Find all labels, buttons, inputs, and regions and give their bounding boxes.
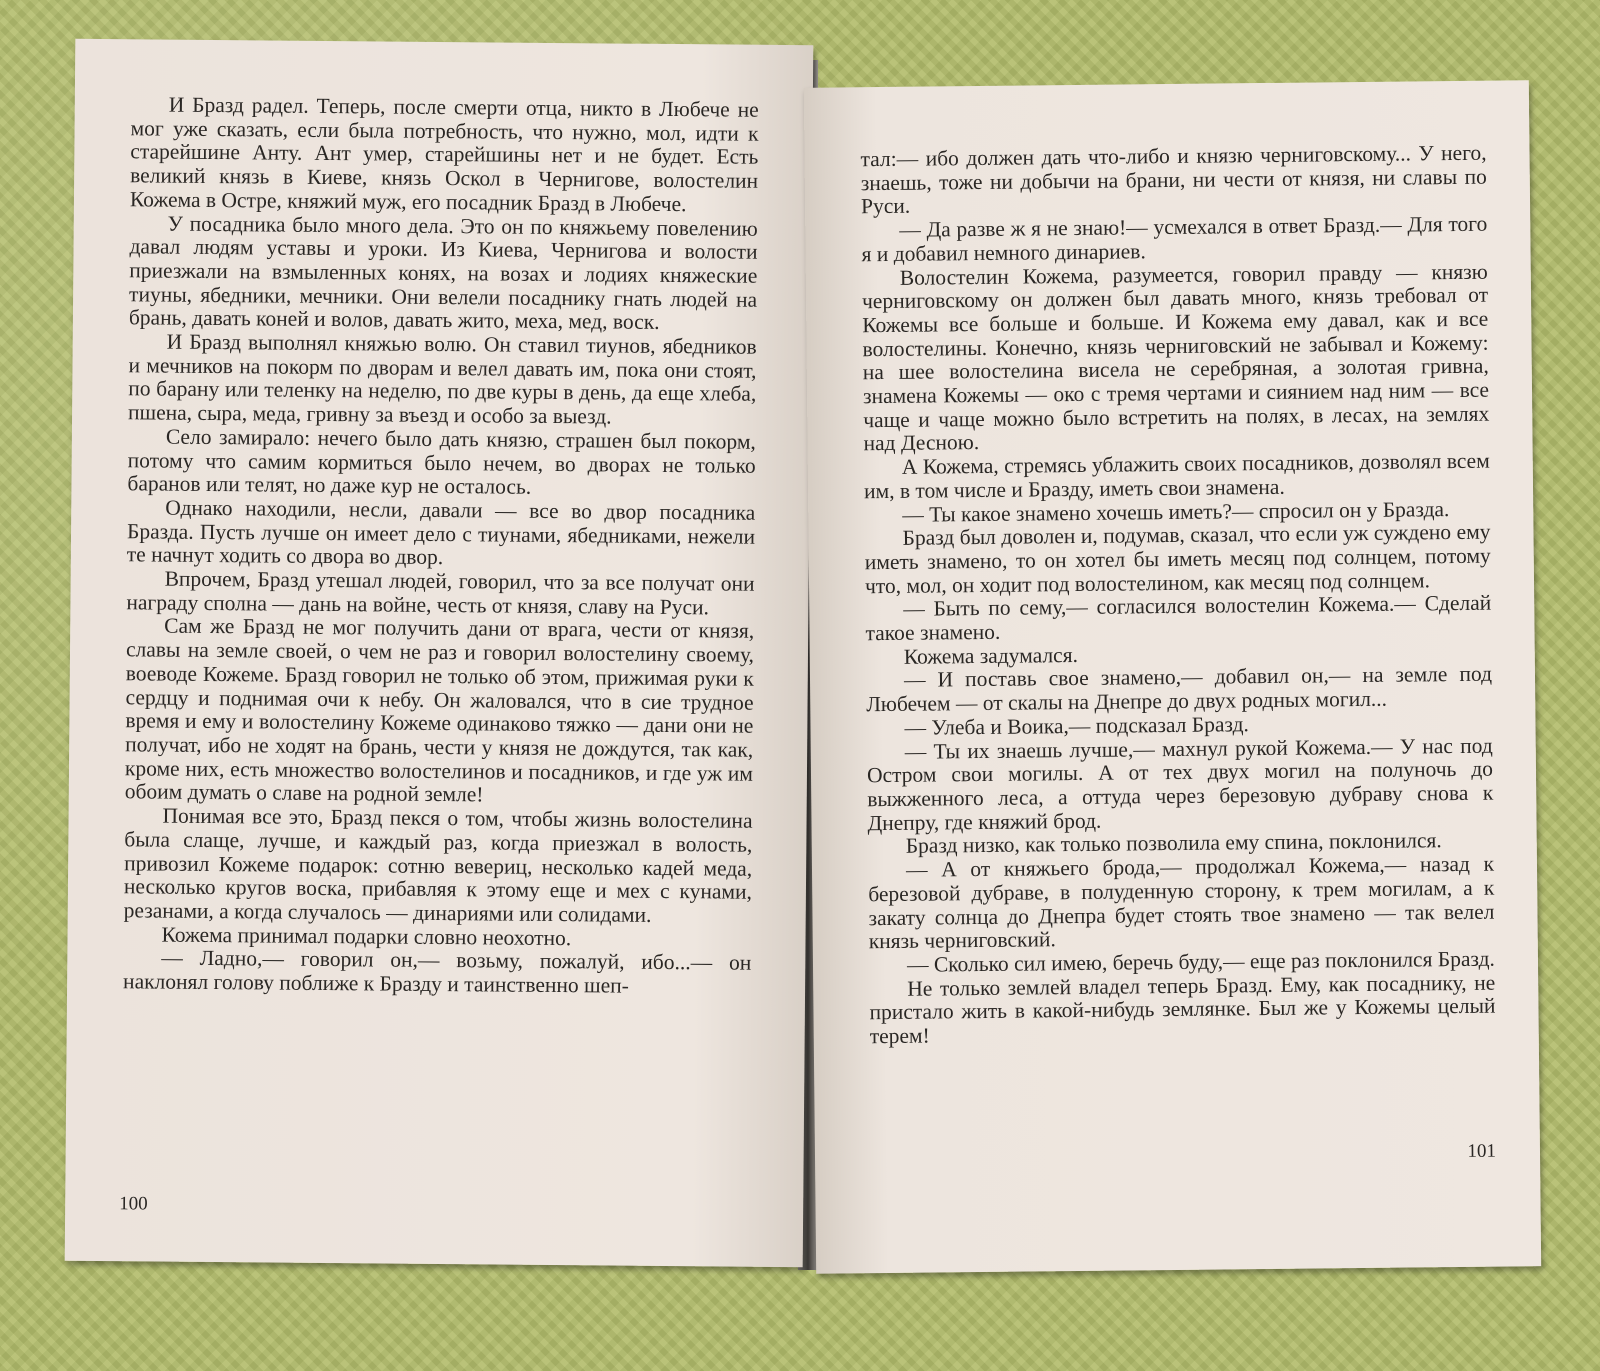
paragraph: И Бразд радел. Теперь, после смерти отца, никто в Любече не мог уже сказать, если была потребность, что нужно, мол, идти к старейшине Анту. Ант умер, старейшины нет и не будет. Есть великий князь в Киеве, князь Оскол в Чернигове, волостелин Кожема в Остре, княжий муж, его посадник Бразд в Любече. [129,92,759,216]
paragraph: Понимая все это, Бразд пекся о том, чтобы жизнь волостелина была слаще, лучше, и каждый раз, когда приезжал в волость, привозил Кожеме подарок: сотню вевериц, несколько кадей меда, несколько кругов воска, прибавляя к этому еще и мех с кунами, резанами, а когда случалось — динариями или солидами. [123,803,753,927]
paragraph: Бразд низко, как только позволила ему спина, поклонился. [905,828,1442,859]
paragraph: — Ладно,— говорил он,— возьму, пожалуй, ибо...— он наклонял голову поближе к Бразду и таинственно шеп- [123,945,752,998]
paragraph: — А от княжьего брода,— продолжал Кожема,— назад к березовой дубраве, в полуденную сторону, к трем могилам, а к закату солнца до Днепра будет стоять твое знамено — так велел князь черниговский. [868,851,1495,954]
paragraph: А Кожема, стремясь ублажить своих посадников, дозволял всем им, в том числе и Бразду, иметь свои знамена. [863,448,1490,504]
continued-paragraph: тал:— ибо должен дать что-либо и князю черниговскому... У него, знаешь, тоже ни добычи на брани, ни чести от князя, ни славы по Руси. [860,140,1487,219]
paragraph: Впрочем, Бразд утешал людей, говорил, что за все получат они награду сполна — дань на войне, честь от князя, славу на Руси. [126,566,755,620]
paragraph: — Ты какое знамено хочешь иметь?— спросил он у Бразда. [902,496,1450,527]
paragraph: Село замирало: нечего было дать князю, страшен был покорм, потому что самим кормиться было нечем, во дворах не только баранов или телят, но даже кур не осталось. [127,424,756,500]
paragraph: Однако находили, несли, давали — все во двор посадника Бразда. Пусть лучше он имеет дело с тиунами, ябедниками, нежели те начнут ходить со двора во двор. [126,495,756,570]
paragraph: Сам же Бразд не мог получить дани от врага, чести от князя, славы на земле своей, о чем не раз и говорил волостелину своему, воеводе Кожеме. Бразд говорил не только об этом, прижимая руки к сердцу и поднимая очи к небу. Он жаловался, что в сие трудное время и ему и волостелину Кожеме одинаково тяжко — дани они не получат, ибо не ходят на брань, чести у князя не дождутся, так как, кроме них, есть множество волостелинов и посадников, и где уж им обоим думать о славе на родной земле! [124,614,755,807]
paragraph: — Улеба и Воика,— подсказал Бразд. [904,712,1249,740]
paragraph: — Да разве ж я не знаю!— усмехался в ответ Бразд.— Для того я и добавил немного динариев. [861,211,1488,267]
paragraph: — Быть по сему,— согласился волостелин Кожема.— Сделай такое знамено. [865,591,1492,646]
paragraph: Волостелин Кожема, разумеется, говорил правду — князю черниговскому он должен был давать много, князь требовал от Кожемы все больше и больше. И Кожема ему давал, как и все волостелины. Конечно, князь черниговский не забывал и Кожему: на шее волостелина висела не серебряная, а золотая гривна, знамена Кожемы — око с тремя чертами и сиянием над ним — все чаще и чаще можно было встретить на полях, в лесах, на землях над Десною. [861,259,1490,456]
paragraph: У посадника было много дела. Это он по княжьему повелению давал людям уставы и уроки. Из Киева, Чернигова и волости приезжали на взмыленных конях, на возах и лодиях княжеские тиуны, ябедники, мечники. Они велели посаднику гнать людей на брань, давать коней и волов, давать жито, меха, мед, воск. [128,211,758,335]
paragraph: — И поставь свое знамено,— добавил он,— на земле под Любечем — от скалы на Днепре до двух родных могил... [866,662,1493,717]
paragraph: — Ты их знаешь лучше,— махнул рукой Кожема.— У нас под Остром свои могилы. А от тех двух могил на полуночь до выжженного леса, а оттуда через березовую дубраву снова к Днепру, где княжий брод. [866,733,1494,835]
page-number-left: 100 [119,1193,148,1215]
paragraph: И Бразд выполнял княжью волю. Он ставил тиунов, ябедников и мечников на покорм по дворам и велел давать им, пока они стоят, по барану или теленку на неделю, по две куры в день, да еще хлеба, пшена, сыра, меда, гривну за въезд и особо за выезд. [127,329,757,429]
paragraph: — Сколько сил имею, беречь буду,— еще раз поклонился Бразд. [906,946,1495,977]
right-page [804,80,1541,1274]
left-page-text [123,93,759,999]
paragraph: Не только землей владел теперь Бразд. Ему, как посаднику, не пристало жить в какой-нибудь землянке. Был же у Кожемы целый терем! [869,970,1496,1049]
paragraph: Бразд был доволен и, подумав, сказал, что если уж суждено ему иметь знамено, то он хотел бы иметь месяц под солнцем, потому что, мол, он ходит под волостелином, как месяц под солнцем. [864,519,1491,598]
right-page-text [860,142,1495,1049]
page-number-right: 101 [1467,1140,1497,1162]
left-page [65,39,814,1267]
paragraph: Кожема задумался. [903,642,1079,669]
paragraph: Кожема принимал подарки словно неохотно. [161,922,572,950]
